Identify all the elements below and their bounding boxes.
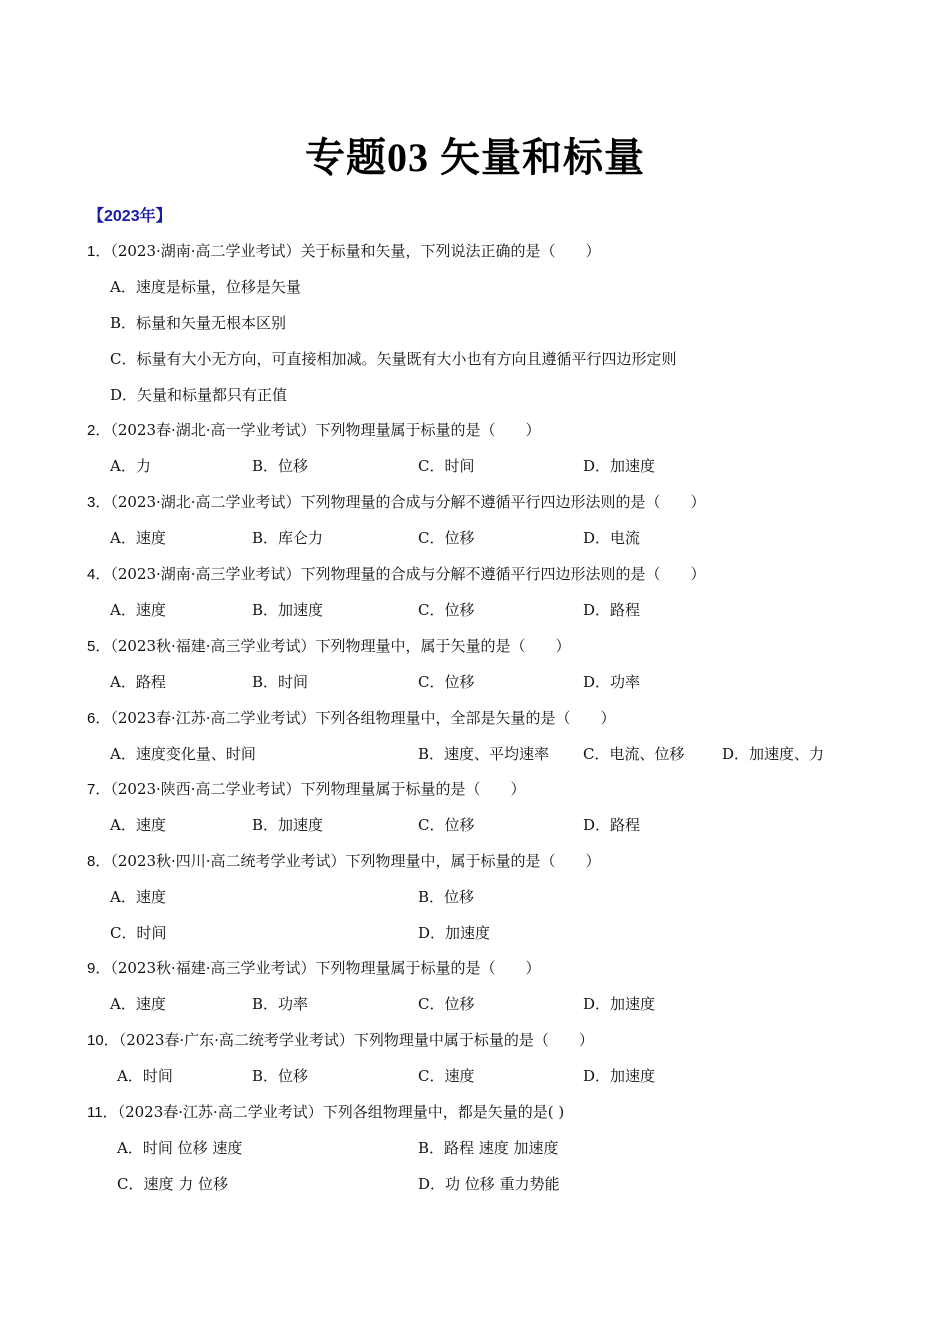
- q7-option-a[interactable]: A．速度: [110, 816, 166, 834]
- q6-option-c[interactable]: C．电流、位移: [583, 745, 685, 763]
- q11-option-d[interactable]: D．功 位移 重力势能: [418, 1175, 560, 1193]
- q8-option-d[interactable]: D．加速度: [418, 924, 491, 942]
- q7-option-b[interactable]: B．加速度: [252, 816, 324, 834]
- question-10: 10．（2023春·广东·高二统考学业考试）下列物理量中属于标量的是（ ）: [87, 1031, 594, 1049]
- q10-option-d[interactable]: D．加速度: [583, 1067, 656, 1085]
- q2-option-c[interactable]: C．时间: [418, 457, 475, 475]
- question-2: 2．（2023春·湖北·高一学业考试）下列物理量属于标量的是（ ）: [87, 421, 541, 439]
- q10-option-b[interactable]: B．位移: [252, 1067, 309, 1085]
- q3-option-a[interactable]: A．速度: [110, 529, 166, 547]
- q1-option-c[interactable]: C．标量有大小无方向，可直接相加减。矢量既有大小也有方向且遵循平行四边形定则: [110, 350, 677, 368]
- q5-option-a[interactable]: A．路程: [110, 673, 166, 691]
- question-3: 3．（2023·湖北·高二学业考试）下列物理量的合成与分解不遵循平行四边形法则的是（ ）: [87, 493, 706, 511]
- q7-option-c[interactable]: C．位移: [418, 816, 475, 834]
- q8-option-b[interactable]: B．位移: [418, 888, 475, 906]
- q1-option-b[interactable]: B．标量和矢量无根本区别: [110, 314, 287, 332]
- question-4: 4．（2023·湖南·高三学业考试）下列物理量的合成与分解不遵循平行四边形法则的是（ ）: [87, 565, 706, 583]
- q3-option-b[interactable]: B．库仑力: [252, 529, 324, 547]
- q11-option-c[interactable]: C．速度 力 位移: [117, 1175, 229, 1193]
- q6-option-b[interactable]: B．速度、平均速率: [418, 745, 550, 763]
- q5-option-b[interactable]: B．时间: [252, 673, 309, 691]
- q5-option-c[interactable]: C．位移: [418, 673, 475, 691]
- q2-option-d[interactable]: D．加速度: [583, 457, 656, 475]
- section-label: 【2023年】: [88, 208, 172, 225]
- q10-option-c[interactable]: C．速度: [418, 1067, 475, 1085]
- question-11: 11．（2023春·江苏·高二学业考试）下列各组物理量中，都是矢量的是( ): [87, 1103, 565, 1121]
- q10-option-a[interactable]: A．时间: [117, 1067, 173, 1085]
- q4-option-d[interactable]: D．路程: [583, 601, 641, 619]
- q8-option-c[interactable]: C．时间: [110, 924, 167, 942]
- q3-option-c[interactable]: C．位移: [418, 529, 475, 547]
- question-5: 5．（2023秋·福建·高三学业考试）下列物理量中，属于矢量的是（ ）: [87, 637, 571, 655]
- q3-option-d[interactable]: D．电流: [583, 529, 641, 547]
- q5-option-d[interactable]: D．功率: [583, 673, 641, 691]
- q9-option-b[interactable]: B．功率: [252, 995, 309, 1013]
- q11-option-a[interactable]: A．时间 位移 速度: [117, 1139, 243, 1157]
- question-6: 6．（2023春·江苏·高二学业考试）下列各组物理量中，全部是矢量的是（ ）: [87, 709, 616, 727]
- q2-option-a[interactable]: A．力: [110, 457, 151, 475]
- question-7: 7．（2023·陕西·高二学业考试）下列物理量属于标量的是（ ）: [87, 780, 526, 798]
- q11-option-b[interactable]: B．路程 速度 加速度: [418, 1139, 559, 1157]
- question-9: 9．（2023秋·福建·高三学业考试）下列物理量属于标量的是（ ）: [87, 959, 541, 977]
- q1-option-a[interactable]: A．速度是标量，位移是矢量: [110, 278, 301, 296]
- q4-option-c[interactable]: C．位移: [418, 601, 475, 619]
- page-title: 专题03 矢量和标量: [305, 135, 645, 180]
- q6-option-a[interactable]: A．速度变化量、时间: [110, 745, 256, 763]
- q4-option-b[interactable]: B．加速度: [252, 601, 324, 619]
- question-8: 8．（2023秋·四川·高二统考学业考试）下列物理量中，属于标量的是（ ）: [87, 852, 601, 870]
- q9-option-a[interactable]: A．速度: [110, 995, 166, 1013]
- q2-option-b[interactable]: B．位移: [252, 457, 309, 475]
- question-1: 1．（2023·湖南·高二学业考试）关于标量和矢量，下列说法正确的是（ ）: [87, 242, 601, 260]
- q7-option-d[interactable]: D．路程: [583, 816, 641, 834]
- q1-option-d[interactable]: D．矢量和标量都只有正值: [110, 386, 288, 404]
- q9-option-d[interactable]: D．加速度: [583, 995, 656, 1013]
- q9-option-c[interactable]: C．位移: [418, 995, 475, 1013]
- q8-option-a[interactable]: A．速度: [110, 888, 166, 906]
- q6-option-d[interactable]: D．加速度、力: [722, 745, 825, 763]
- q4-option-a[interactable]: A．速度: [110, 601, 166, 619]
